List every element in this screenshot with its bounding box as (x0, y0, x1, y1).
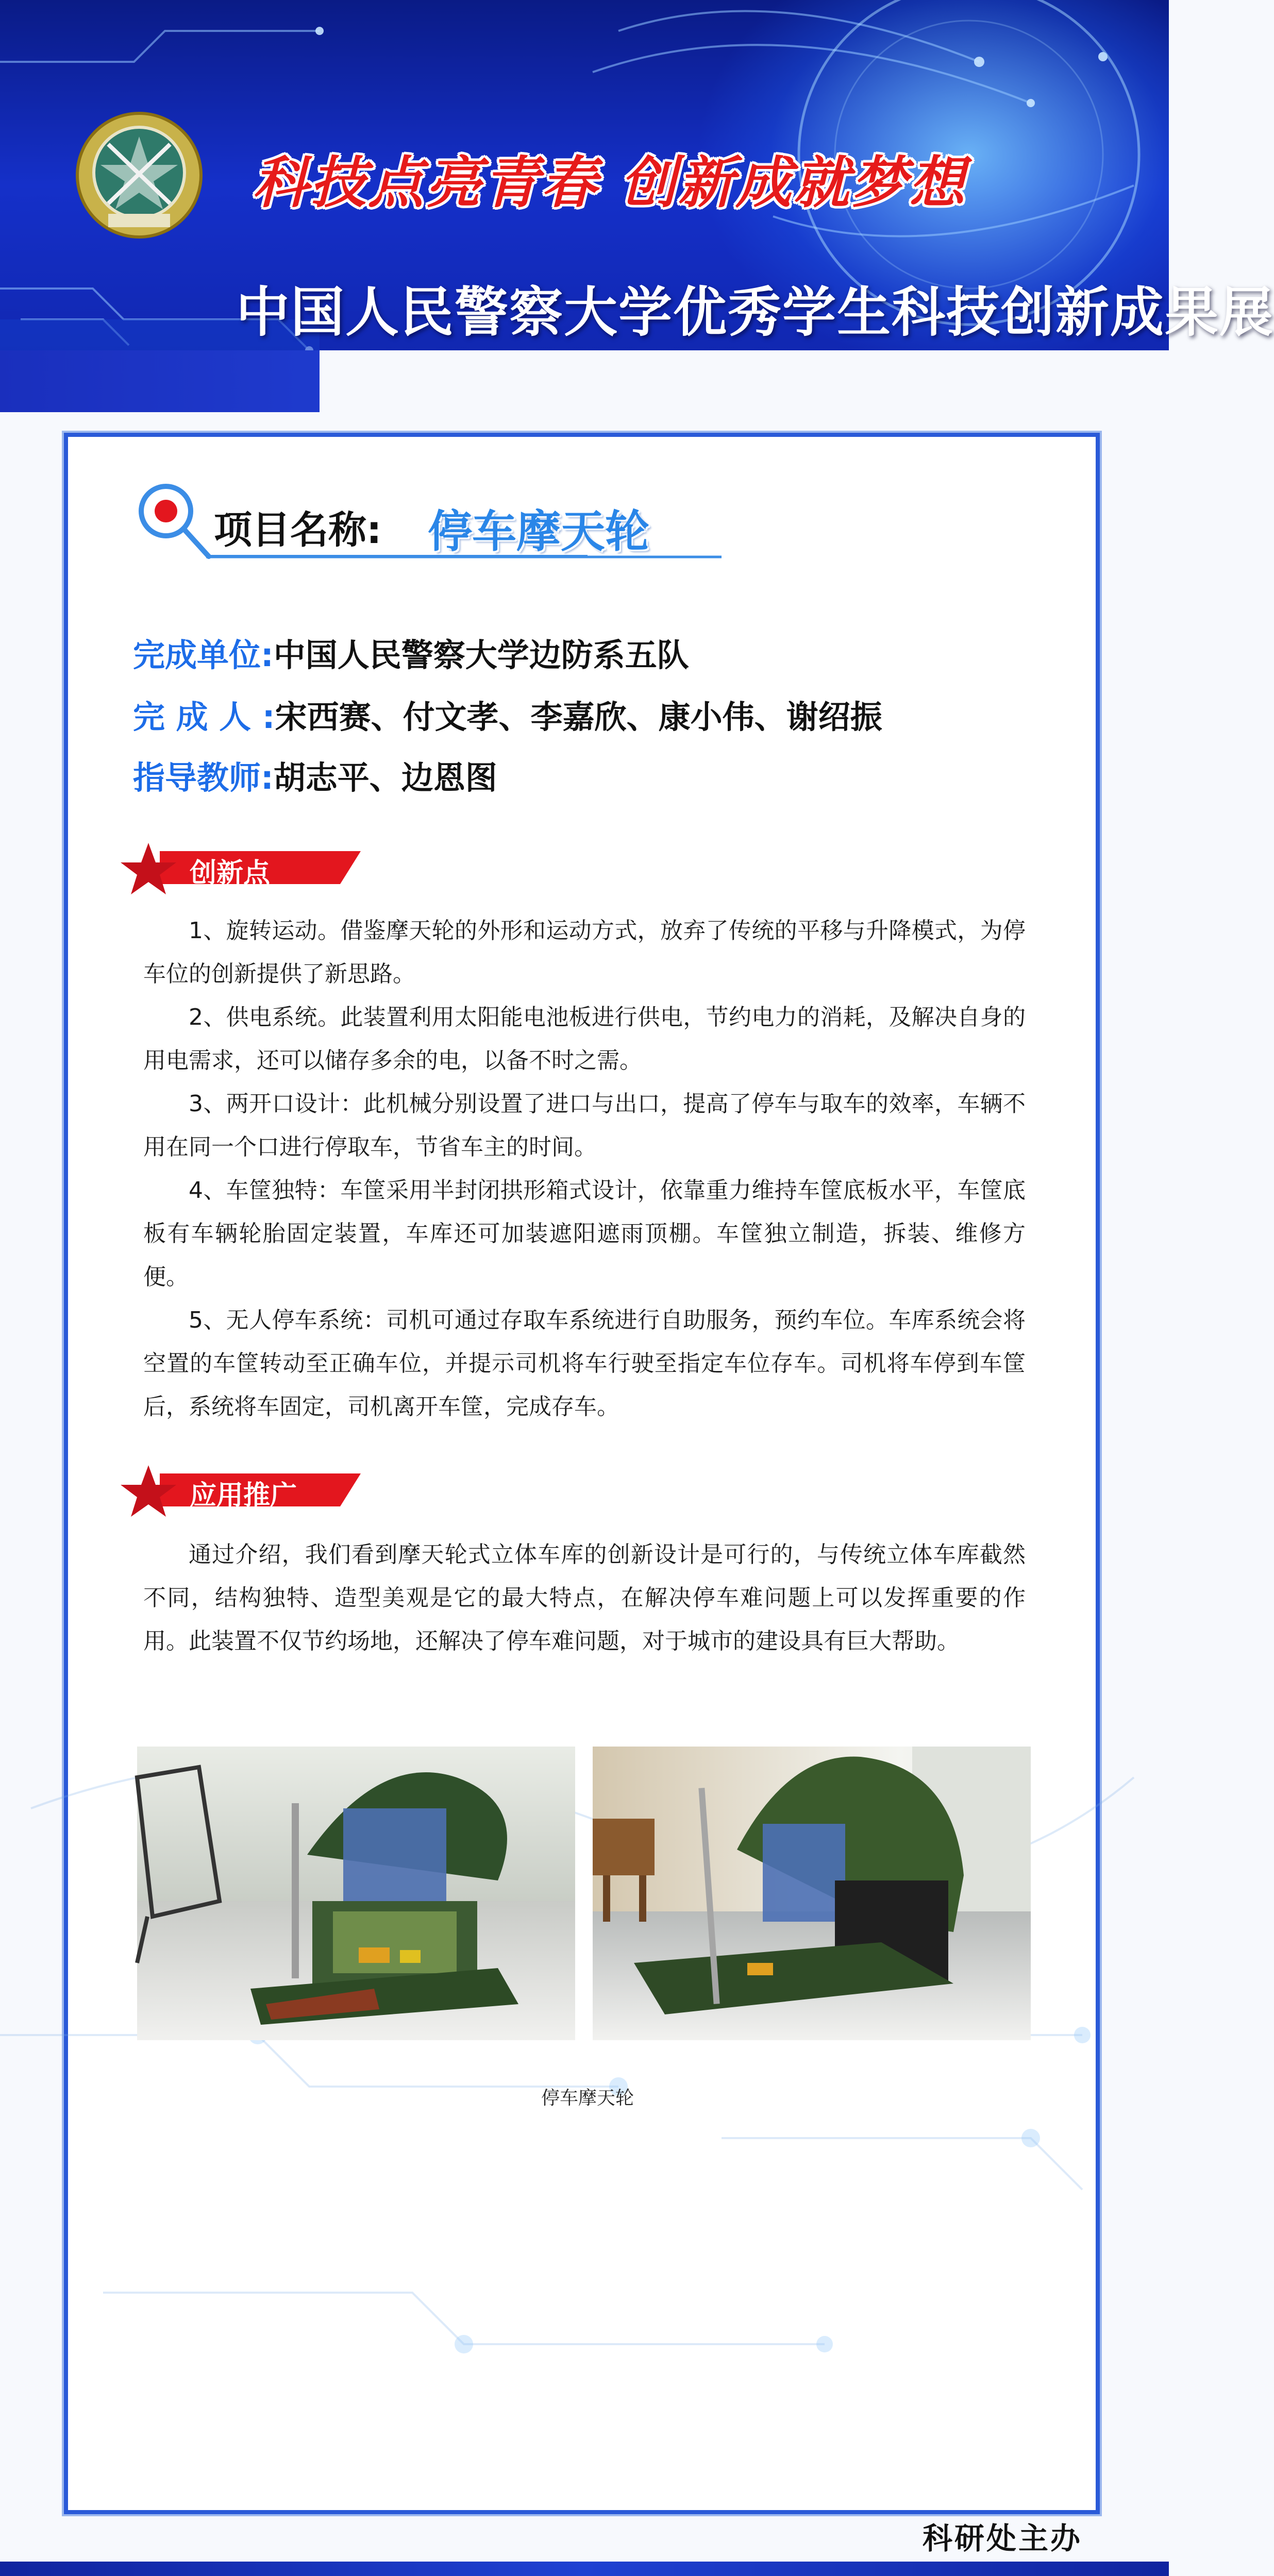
photo-caption: 停车摩天轮 (541, 2088, 634, 2109)
innovation-paragraph-4: 4、车筐独特：车筐采用半封闭拱形箱式设计，依靠重力维持车筐底板水平，车筐底板有车辆轮胎固定装置，车库还可加装遮阳遮雨顶棚。车筐独立制造，拆装、维修方便。 (143, 1177, 1026, 1290)
header-white-notch (320, 350, 1169, 412)
product-photo-side (593, 1747, 1031, 2040)
info-advisor (133, 752, 497, 798)
section-heading-application (119, 1462, 366, 1519)
innovation-paragraph-1: 1、旋转运动。借鉴摩天轮的外形和运动方式，放弃了传统的平移与升降模式，为停车位的创新提供了新思路。 (143, 918, 1026, 987)
innovation-paragraph-3: 3、两开口设计：此机械分别设置了进口与出口，提高了停车与取车的效率，车辆不用在同一个口进行停取车，节省车主的时间。 (143, 1091, 1026, 1160)
info-members-value: 宋西赛、付文孝、李嘉欣、康小伟、谢绍振 (275, 698, 882, 736)
project-label: 项目名称: (214, 508, 382, 552)
section-title-application: 应用推广 (190, 1480, 297, 1511)
project-name: 停车摩天轮 (428, 506, 649, 557)
info-unit-value: 中国人民警察大学边防系五队 (273, 636, 689, 674)
header-banner (0, 0, 1274, 412)
project-heading (134, 479, 752, 592)
section-title-innovation: 创新点 (190, 858, 271, 889)
info-unit (133, 630, 689, 675)
slogan: 科技点亮青春 创新成就梦想 (253, 151, 967, 215)
application-paragraph: 通过介绍，我们看到摩天轮式立体车库的创新设计是可行的，与传统立体车库截然不同，结构独特、造型美观是它的最大特点，在解决停车难问题上可以发挥重要的作用。此装置不仅节约场地，还解决了停车难问题，对于城市的建设具有巨大帮助。 (143, 1541, 1026, 1654)
innovation-paragraph-2: 2、供电系统。此装置利用太阳能电池板进行供电，节约电力的消耗，及解决自身的用电需求，还可以储存多余的电，以备不时之需。 (143, 1004, 1026, 1074)
sponsor-text: 科研处主办 (923, 2521, 1083, 2556)
police-university-emblem-icon (72, 108, 206, 242)
section-heading-innovation (119, 840, 366, 896)
info-unit-label: 完成单位: (133, 636, 274, 674)
info-advisor-label: 指导教师: (133, 759, 274, 796)
location-pin-icon (134, 479, 211, 577)
product-photo-front (137, 1747, 575, 2040)
info-members (133, 691, 882, 737)
innovation-paragraph-5: 5、无人停车系统：司机可通过存取车系统进行自助服务，预约车位。车库系统会将空置的车筐转动至正确车位，并提示司机将车行驶至指定车位存车。司机将车停到车筐后，系统将车固定，司机离开车筐，完成存车。 (143, 1307, 1026, 1420)
exhibition-title: 中国人民警察大学优秀学生科技创新成果展 (236, 281, 1274, 344)
info-members-label: 完 成 人 : (133, 698, 275, 736)
info-advisor-value: 胡志平、边恩图 (273, 759, 497, 796)
footer-band (0, 2562, 1169, 2576)
